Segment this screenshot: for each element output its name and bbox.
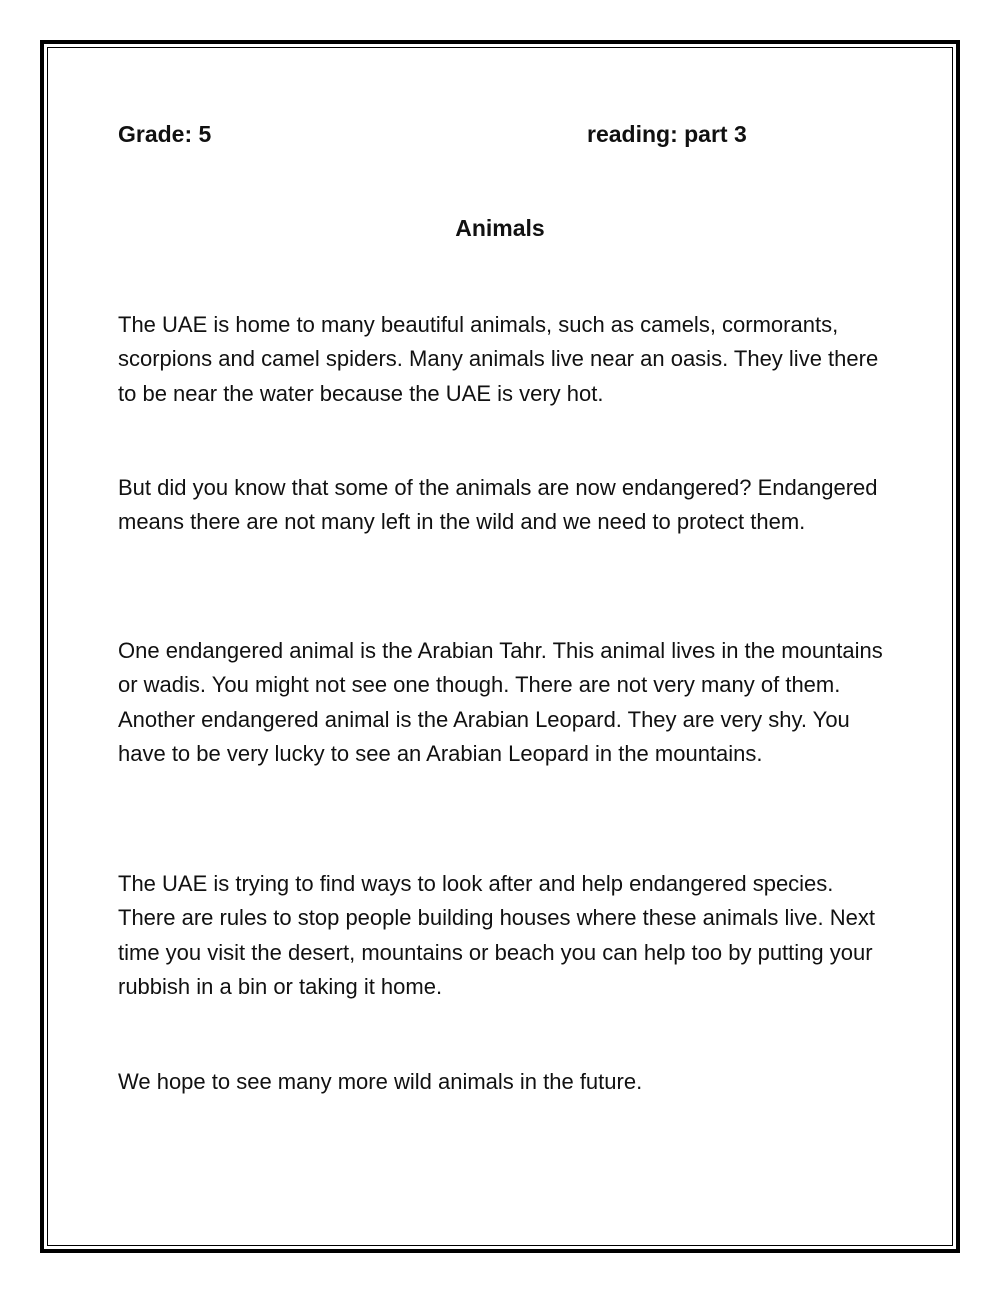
paragraph-1: The UAE is home to many beautiful animals, such as camels, cormorants, scorpions and camel spiders. Many animals live near an oasis. They live there to be near the water because the UAE is very hot. (118, 312, 879, 406)
paragraph-4: The UAE is trying to find ways to look after and help endangered species. There are rules to stop people building houses where these animals live. Next time you visit the desert, mountains or beach you can help too by putting your rubbish in a bin or taking it home. (118, 871, 875, 1000)
grade-label: Grade: 5 (118, 121, 212, 147)
page-title: Animals (455, 215, 545, 241)
paragraph-5: We hope to see many more wild animals in the future. (118, 1069, 643, 1094)
paragraph-2: But did you know that some of the animals are now endangered? Endangered means there are not many left in the wild and we need to protect them. (118, 475, 878, 535)
paragraph-3: One endangered animal is the Arabian Tahr. This animal lives in the mountains or wadis. You might not see one though. There are not very many of them. Another endangered animal is the Arabian Leopard. They are very shy. You have to be very lucky to see an Arabian Leopard in the mountains. (118, 638, 883, 767)
section-label: reading: part 3 (587, 121, 747, 147)
